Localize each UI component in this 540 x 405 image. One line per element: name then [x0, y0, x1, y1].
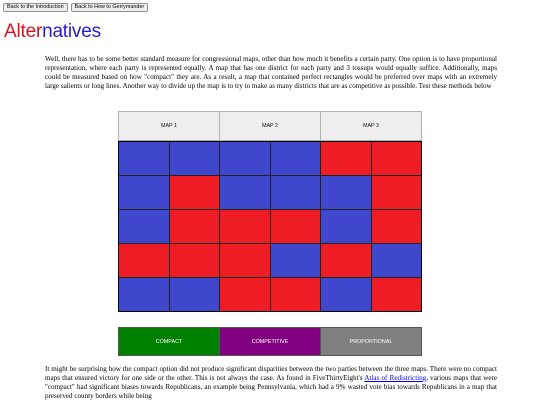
grid-cell-red[interactable]: [170, 244, 220, 277]
grid-cell-red[interactable]: [220, 278, 270, 311]
grid-cell-blue[interactable]: [271, 244, 321, 277]
method-buttons: [118, 327, 422, 356]
grid-cell-red[interactable]: [372, 278, 422, 311]
grid-cell-red[interactable]: [372, 142, 422, 175]
back-to-introduction-button[interactable]: Back to the Introduction: [3, 3, 68, 12]
competitive-button[interactable]: COMPETITIVE: [220, 327, 321, 356]
page-title-part-blue: natives: [42, 21, 101, 42]
intro-paragraph: Well, there has to be some better standard measure for congressional maps, other than how much it benefits a certain party. One option is to have proportional representation, where each party is represented equally. A map that has one district for each party and 3 tossups would equally suffice. Additionally, maps could be measured based on how "compact" they are. As a result, a map that contained perfect rectangles would be preferred over maps with an extremely large salients or long lines. Another way to divide up the map is to try to make as many districts that are as competitive as possible. Test these methods below: [45, 55, 497, 90]
grid-cell-blue[interactable]: [372, 244, 422, 277]
proportional-button[interactable]: PROPORTIONAL: [321, 327, 422, 356]
grid-cell-red[interactable]: [220, 244, 270, 277]
grid-cell-red[interactable]: [372, 210, 422, 243]
grid-cell-blue[interactable]: [271, 176, 321, 209]
grid-cell-blue[interactable]: [321, 210, 371, 243]
footer-paragraph: [45, 365, 497, 401]
grid-cell-blue[interactable]: [119, 176, 169, 209]
grid-cell-blue[interactable]: [170, 142, 220, 175]
grid-cell-blue[interactable]: [321, 176, 371, 209]
grid-cell-red[interactable]: [170, 176, 220, 209]
compact-button[interactable]: COMPACT: [118, 327, 220, 356]
grid-cell-red[interactable]: [271, 210, 321, 243]
grid-cell-blue[interactable]: [220, 176, 270, 209]
map-tabs: [118, 111, 422, 141]
grid-cell-blue[interactable]: [271, 142, 321, 175]
map-2-tab[interactable]: MAP 2: [220, 111, 321, 141]
atlas-of-redistricting-link[interactable]: Atlas of Redistricting: [364, 374, 427, 382]
page-title-part-red: Alter: [4, 21, 43, 42]
map-1-tab[interactable]: MAP 1: [118, 111, 220, 141]
footer-text-before: It might be surprising how the compact option did not produce significant disparities between the two parties between the three maps. There were no compact maps that ensured victory for one side or the other. This is not always the case. As found in FiveThirtyEight's: [45, 365, 497, 382]
grid-cell-blue[interactable]: [119, 210, 169, 243]
grid-cell-blue[interactable]: [170, 278, 220, 311]
grid-cell-red[interactable]: [271, 278, 321, 311]
grid-cell-red[interactable]: [321, 244, 371, 277]
back-to-gerrymander-button[interactable]: Back to How to Gerrymander: [71, 3, 149, 12]
district-grid: [118, 141, 422, 312]
map-3-tab[interactable]: MAP 3: [321, 111, 422, 141]
grid-cell-blue[interactable]: [321, 278, 371, 311]
grid-cell-red[interactable]: [170, 210, 220, 243]
grid-cell-blue[interactable]: [220, 142, 270, 175]
grid-cell-red[interactable]: [372, 176, 422, 209]
footer-text-after: , various maps that were "compact" had significant biases towards Republicans, an example being Pennsylvania, which had a 9% wasted vote bias towards Republicans in a map that preserved county borders while being: [45, 374, 497, 400]
grid-cell-blue[interactable]: [119, 278, 169, 311]
nav-bar: [3, 3, 148, 12]
grid-cell-red[interactable]: [119, 244, 169, 277]
grid-cell-red[interactable]: [220, 210, 270, 243]
grid-cell-red[interactable]: [321, 142, 371, 175]
page-title: [4, 20, 101, 44]
grid-cell-blue[interactable]: [119, 142, 169, 175]
